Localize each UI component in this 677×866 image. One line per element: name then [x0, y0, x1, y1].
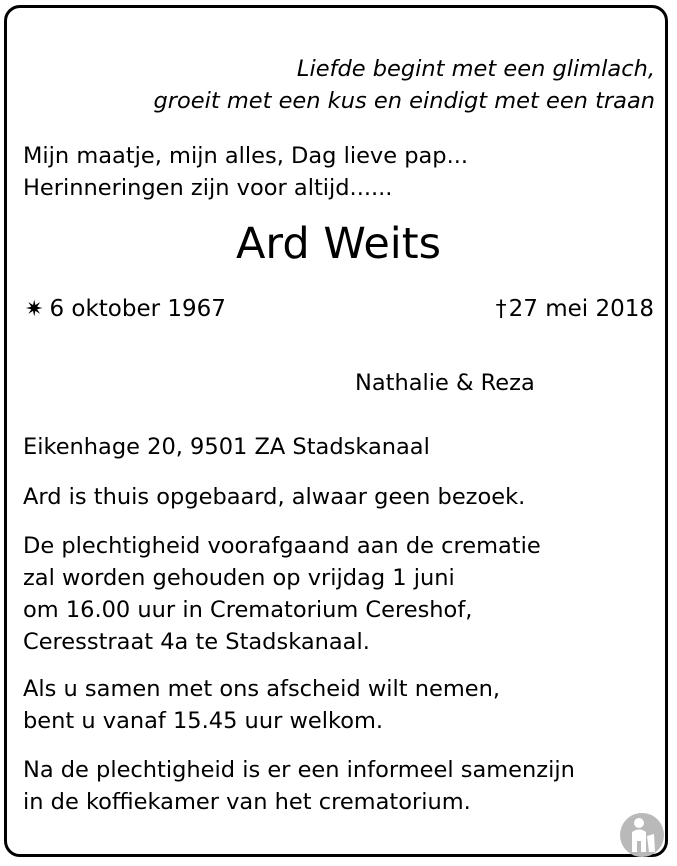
reception-line-2: in de koffiekamer van het crematorium.	[23, 789, 471, 815]
ceremony-line-2: zal worden gehouden op vrijdag 1 juni	[23, 565, 455, 591]
deceased-name: Ard Weits	[236, 219, 441, 269]
address: Eikenhage 20, 9501 ZA Stadskanaal	[23, 434, 430, 460]
memorial-person-icon	[619, 812, 665, 858]
quote-line-1: Liefde begint met een glimlach,	[296, 56, 655, 82]
intro-line-1: Mijn maatje, mijn alles, Dag lieve pap...	[23, 143, 469, 169]
intro-line-2: Herinneringen zijn voor altijd......	[23, 175, 393, 201]
farewell-line-1: Als u samen met ons afscheid wilt nemen,	[23, 676, 500, 702]
signatories: Nathalie & Reza	[355, 370, 535, 396]
ceremony-line-3: om 16.00 uur in Crematorium Cereshof,	[23, 597, 473, 623]
death-date	[496, 296, 654, 322]
farewell-line-2: bent u vanaf 15.45 uur welkom.	[23, 708, 384, 734]
birth-date-text: 6 oktober 1967	[49, 296, 226, 322]
reception-line-1: Na de plechtigheid is er een informeel samenzijn	[23, 757, 575, 783]
ceremony-line-1: De plechtigheid voorafgaand aan de crematie	[23, 533, 541, 559]
quote-line-2: groeit met een kus en eindigt met een traan	[153, 88, 655, 114]
cross-icon: †	[495, 297, 507, 322]
ceremony-line-4: Ceresstraat 4a te Stadskanaal.	[23, 629, 370, 655]
death-date-text: 27 mei 2018	[508, 296, 654, 322]
viewing-info: Ard is thuis opgebaard, alwaar geen bezoek.	[23, 484, 526, 510]
star-icon: ✷	[25, 297, 44, 322]
birth-date	[25, 296, 226, 322]
